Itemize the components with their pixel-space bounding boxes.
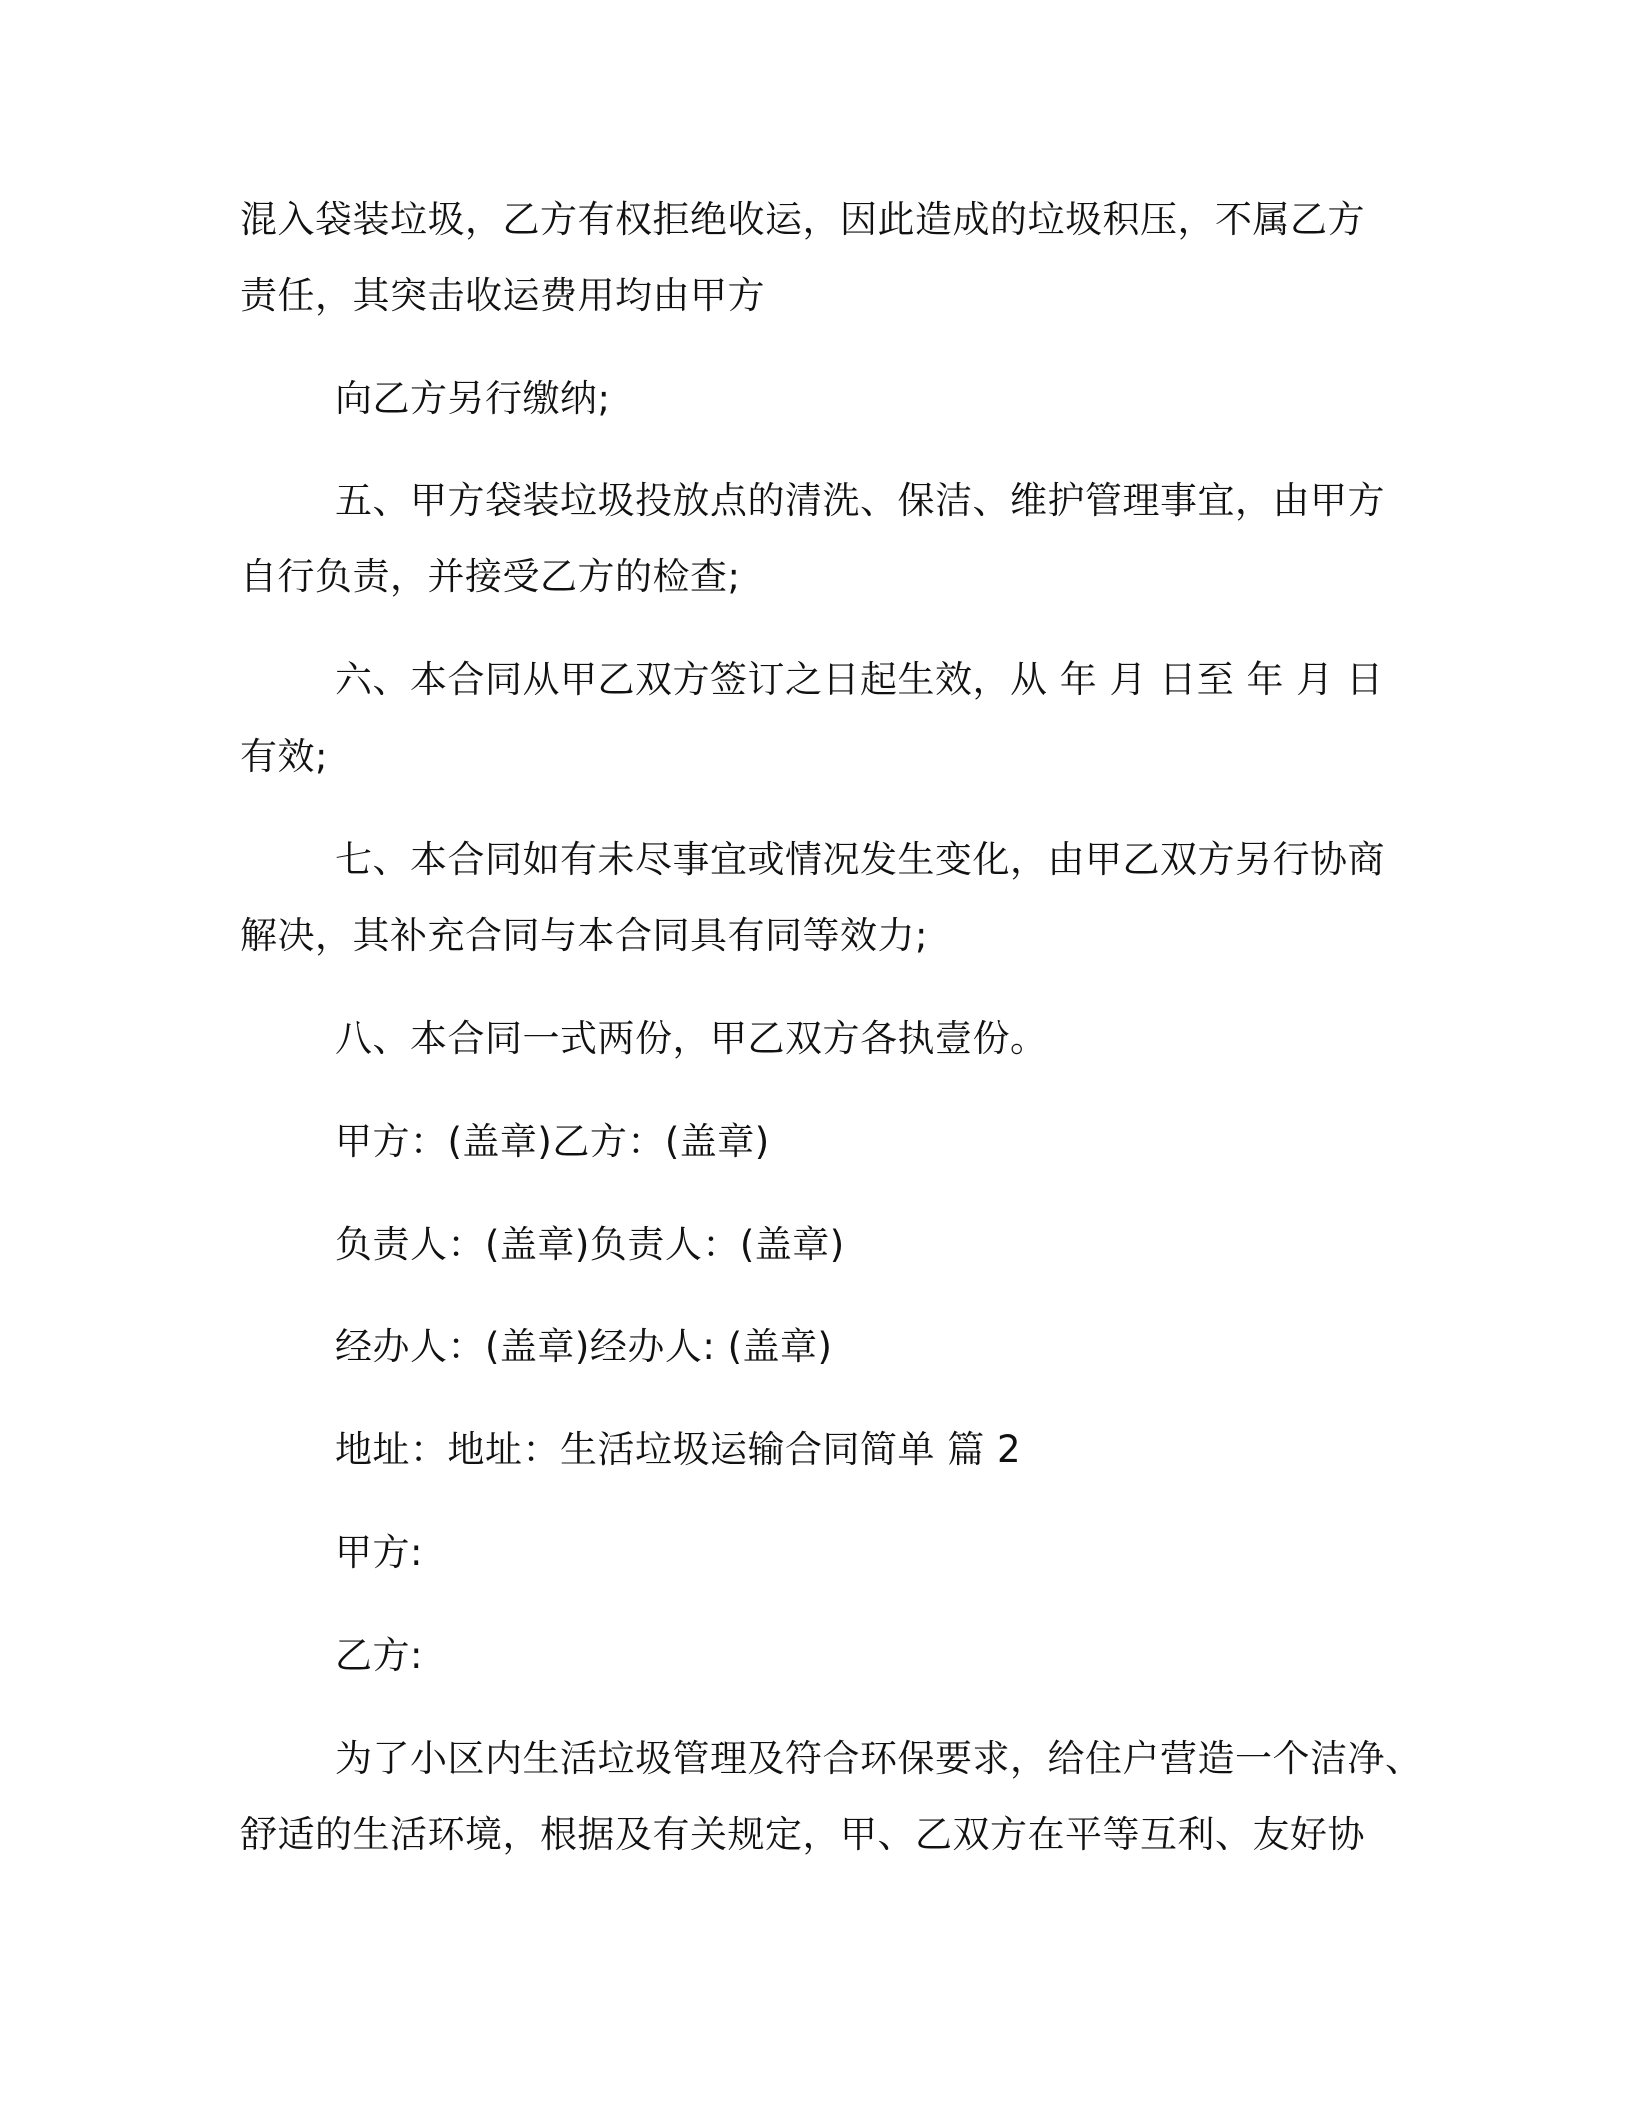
text-line: 六、本合同从甲乙双方签订之日起生效，从 年 月 日至 年 月 日	[335, 658, 1384, 701]
text-line: 五、甲方袋装垃圾投放点的清洗、保洁、维护管理事宜，由甲方	[335, 479, 1385, 522]
party-b-label: 乙方:	[335, 1634, 423, 1677]
text-line: 为了小区内生活垃圾管理及符合环保要求，给住户营造一个洁净、	[335, 1737, 1423, 1780]
text-line: 自行负责，并接受乙方的检查;	[240, 555, 741, 598]
text-line: 八、本合同一式两份，甲乙双方各执壹份。	[335, 1017, 1048, 1060]
text-line: 舒适的生活环境，根据及有关规定，甲、乙双方在平等互利、友好协	[240, 1813, 1365, 1856]
text-line: 混入袋装垃圾，乙方有权拒绝收运，因此造成的垃圾积压，不属乙方	[240, 198, 1365, 241]
signature-line-party-a-b: 甲方：(盖章)乙方：(盖章)	[335, 1120, 770, 1163]
text-line: 有效;	[240, 735, 328, 778]
address-line: 地址：地址：生活垃圾运输合同简单 篇 2	[335, 1428, 1022, 1471]
party-a-label: 甲方:	[335, 1531, 423, 1574]
text-line: 七、本合同如有未尽事宜或情况发生变化，由甲乙双方另行协商	[335, 838, 1385, 881]
text-line: 解决，其补充合同与本合同具有同等效力;	[240, 914, 928, 957]
text-line: 责任，其突击收运费用均由甲方	[240, 274, 765, 317]
signature-line-responsible: 负责人：(盖章)负责人：(盖章)	[335, 1223, 845, 1266]
text-line: 向乙方另行缴纳;	[335, 377, 611, 420]
signature-line-handler: 经办人：(盖章)经办人: (盖章)	[335, 1325, 833, 1368]
